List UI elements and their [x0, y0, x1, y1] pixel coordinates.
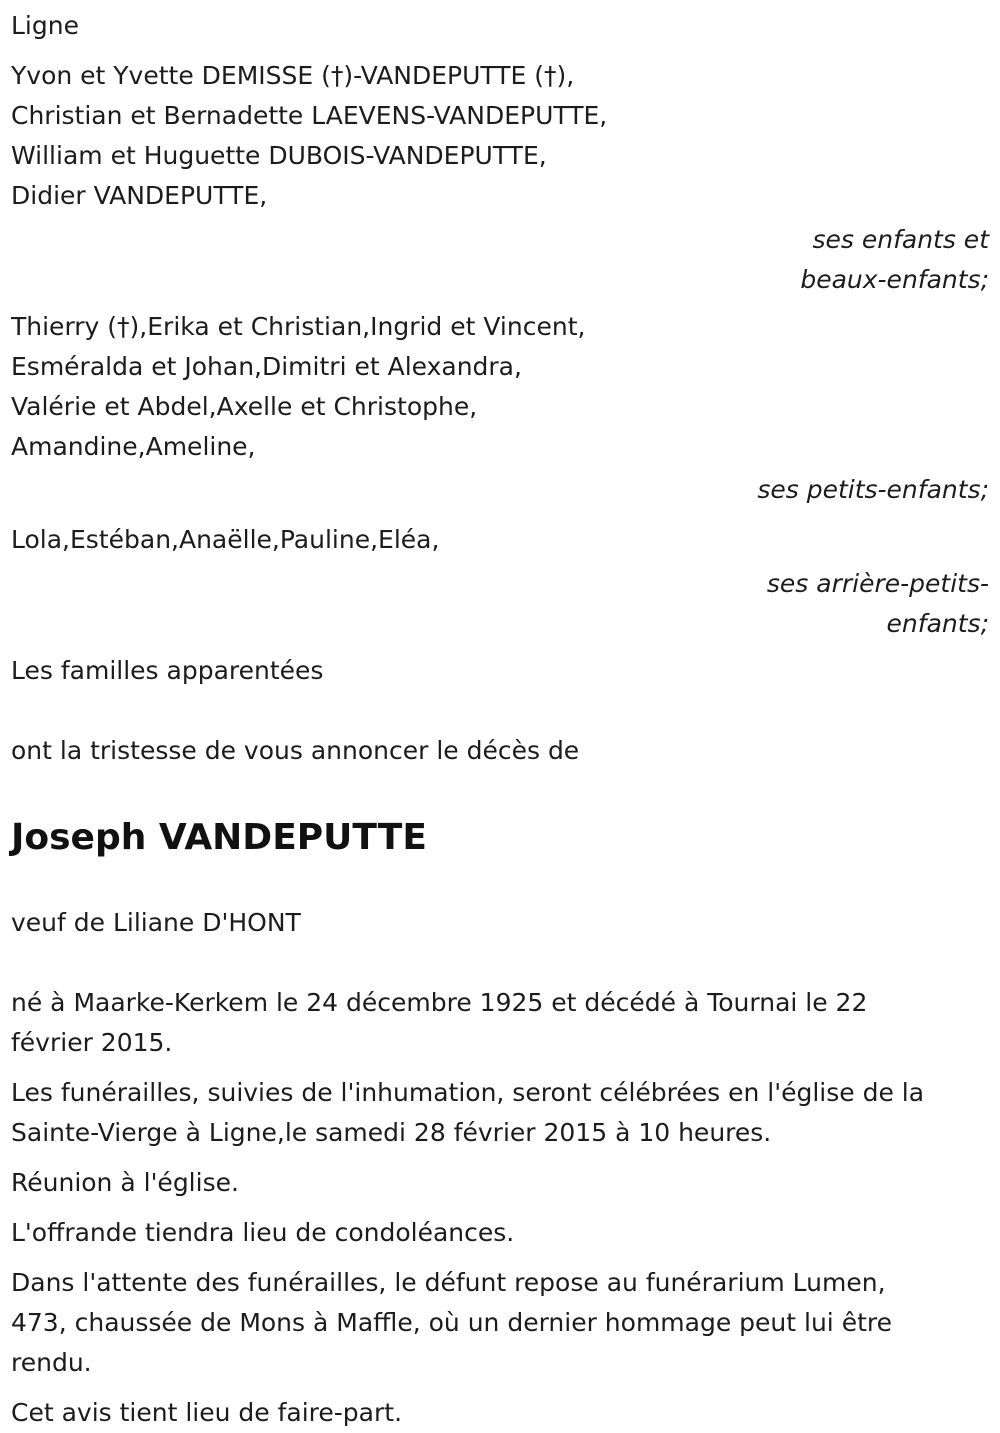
deceased-name: Joseph VANDEPUTTE — [11, 817, 427, 858]
place-heading: Ligne — [11, 11, 79, 40]
funeral-info: Les funérailles, suivies de l'inhumation, seront célébrées en l'église de la Sainte-Vierge à Ligne,le samedi 28 février 2015 à 10 heures. — [11, 1078, 925, 1147]
related-families: Les familles apparentées — [11, 656, 324, 685]
birth-death-info: né à Maarke-Kerkem le 24 décembre 1925 et décédé à Tournai le 22 février 2015. — [11, 988, 868, 1057]
announcement-text: ont la tristesse de vous annoncer le décès de — [11, 736, 580, 765]
grandchildren-role: ses petits-enfants; — [757, 475, 989, 504]
notice-info: Cet avis tient lieu de faire-part. — [11, 1398, 403, 1427]
widow-of: veuf de Liliane D'HONT — [11, 908, 301, 937]
children-list: Yvon et Yvette DEMISSE (†)-VANDEPUTTE (†), Christian et Bernadette LAEVENS-VANDEPUTTE, William et Huguette DUBOIS-VANDEPUTTE, Didier VANDEPUTTE, — [11, 61, 608, 210]
great-grandchildren-role: ses arrière-petits- enfants; — [766, 569, 989, 638]
grandchildren-list: Thierry (†),Erika et Christian,Ingrid et Vincent, Esméralda et Johan,Dimitri et Alexandra, Valérie et Abdel,Axelle et Christophe, Amandine,Ameline, — [11, 312, 586, 461]
great-grandchildren-list: Lola,Estéban,Anaëlle,Pauline,Eléa, — [11, 525, 440, 554]
children-role: ses enfants et beaux-enfants; — [800, 225, 989, 294]
offering-info: L'offrande tiendra lieu de condoléances. — [11, 1218, 515, 1247]
meeting-info: Réunion à l'église. — [11, 1168, 239, 1197]
repose-info: Dans l'attente des funérailles, le défunt repose au funérarium Lumen, 473, chaussée de Mons à Maffle, où un dernier hommage peut lui être rendu. — [11, 1268, 892, 1377]
